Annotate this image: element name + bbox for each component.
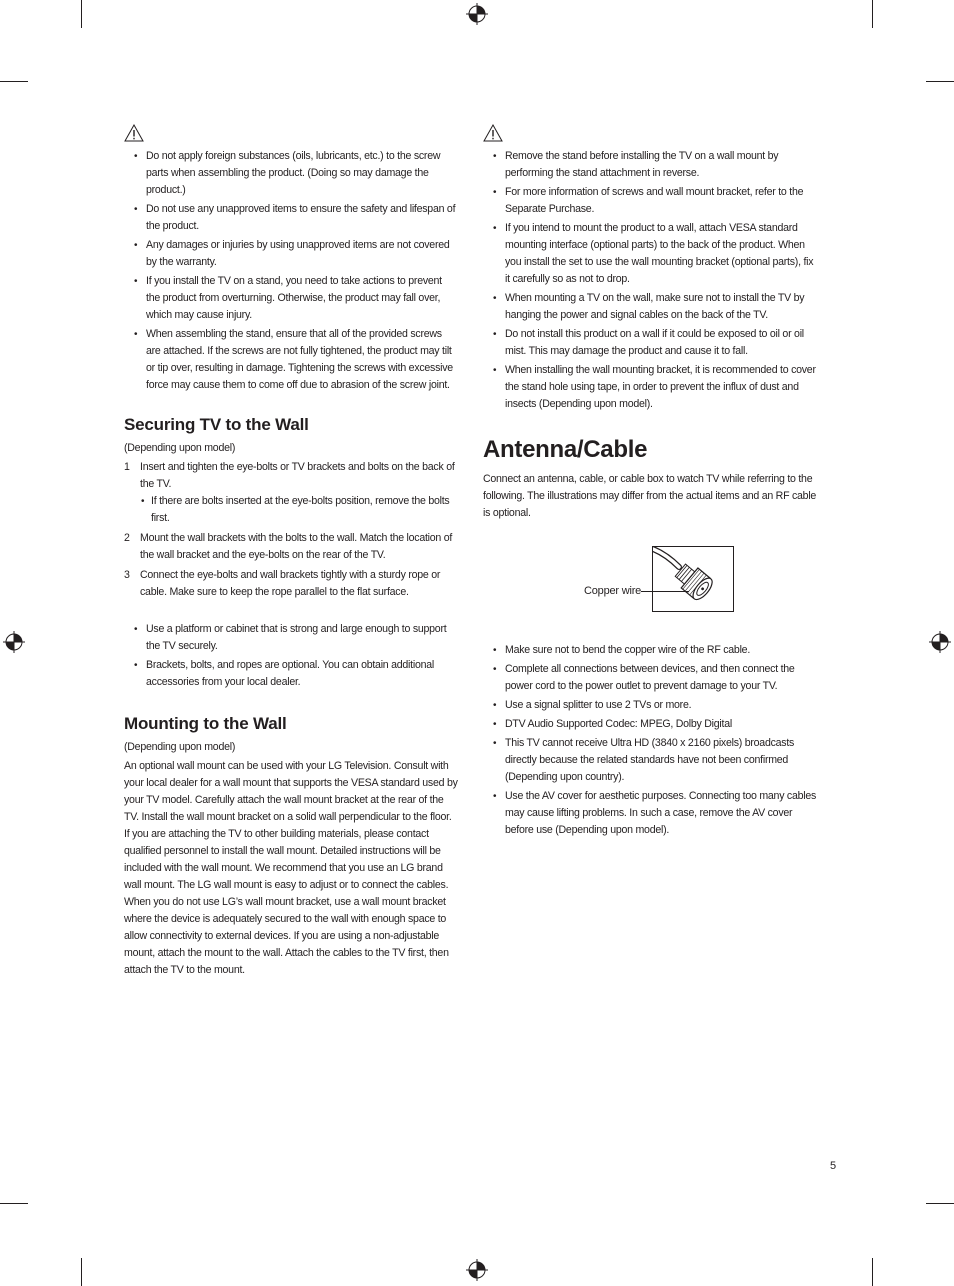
step-number: 2 [124,532,130,544]
step-sub-list [140,493,458,527]
rf-cable-figure [483,546,817,616]
page-number: 5 [830,1160,837,1172]
mounting-body: An optional wall mount can be used with your LG Television. Consult with your local dealer for a wall mount that supports the VESA standard used by your TV model. Carefully attach the wall mount bracket at the rear of the TV. Install the wall mount bracket on a solid wall perpendicular to the floor. If you are attaching the TV to other building materials, please contact qualified personnel to install the wall mount. Detailed instructions will be included with the wall mount. We recommend that you use an LG brand wall mount. The LG wall mount is easy to adjust or to connect the cables. When you do not use LG’s wall mount bracket, use a wall mount bracket where the device is adequately secured to the wall with enough space to allow connectivity to external devices. If you are using a non-adjustable mount, attach the mount to the wall. Attach the cables to the TV first, then attach the TV to the mount. [124,760,458,976]
crop-mark [81,0,82,28]
caution-item: • Do not use any unapproved items to ensure the safety and lifespan of the product. [146,201,458,235]
antenna-heading: Antenna/Cable [483,436,648,463]
caution-item: • If you intend to mount the product to a wall, attach VESA standard mounting interface (optional parts) to the back of the product. When you install the set to use the wall mounting bracket (optional parts), fix it carefully so as not to drop. [505,220,817,288]
note-item: • Complete all connections between devices, and then connect the power cord to the power outlet to prevent damage to your TV. [505,661,817,695]
step-item [124,530,458,564]
step-number: 3 [124,569,130,581]
step-text: Mount the wall brackets with the bolts to the wall. Match the location of the wall bracket and the eye-bolts on the rear of the TV. [140,532,453,561]
step-number: 1 [124,461,130,473]
right-column [483,124,817,841]
step-item [124,459,458,527]
note-item: • DTV Audio Supported Codec: MPEG, Dolby Digital [505,716,817,733]
crop-mark [872,0,873,28]
caution-item: • For more information of screws and wall mount bracket, refer to the Separate Purchase. [505,184,817,218]
crop-mark [926,81,954,82]
registration-mark-icon [466,1259,488,1281]
mounting-subtitle: (Depending upon model) [124,741,236,753]
caution-item: • Do not apply foreign substances (oils, lubricants, etc.) to the screw parts when assembling the product. (Doing so may damage the product.) [146,148,458,199]
caution-item: • When mounting a TV on the wall, make sure not to install the TV by hanging the power and signal cables on the back of the TV. [505,290,817,324]
crop-mark [872,1258,873,1286]
rf-connector-icon [653,547,733,611]
note-item: • Use a platform or cabinet that is strong and large enough to support the TV securely. [146,621,458,655]
antenna-intro: Connect an antenna, cable, or cable box to watch TV while referring to the following. The illustrations may differ from the actual items and an RF cable is optional. [483,473,817,519]
rf-connector-illustration [652,546,734,612]
note-item: • This TV cannot receive Ultra HD (3840 x 2160 pixels) broadcasts directly because the related standards have not been confirmed (Depending upon country). [505,735,817,786]
caution-item: • Any damages or injuries by using unapproved items are not covered by the warranty. [146,237,458,271]
securing-heading: Securing TV to the Wall [124,415,309,434]
left-column [124,124,458,979]
step-sub-item: • If there are bolts inserted at the eye-bolts position, remove the bolts first. [151,493,458,527]
crop-mark [0,1203,28,1204]
crop-mark [926,1203,954,1204]
step-item [124,567,458,601]
crop-mark [0,81,28,82]
copper-wire-label: Copper wire [584,585,642,597]
registration-mark-icon [466,3,488,25]
step-text: Connect the eye-bolts and wall brackets tightly with a sturdy rope or cable. Make sure to keep the rope parallel to the flat surface. [140,569,441,598]
registration-mark-icon [3,631,25,653]
warning-icon [124,124,144,142]
caution-list [483,148,817,413]
antenna-notes [483,642,817,839]
caution-item: • When assembling the stand, ensure that all of the provided screws are attached. If the screws are not fully tightened, the product may tilt or tip over, resulting in damage. Tightening the screws with excessive force may cause them to come off due to abrasion of the screw joint. [146,326,458,394]
warning-icon [483,124,503,142]
caution-item: • When installing the wall mounting bracket, it is recommended to cover the stand hole using tape, in order to prevent the influx of dust and insects (Depending upon model). [505,362,817,413]
note-item: • Brackets, bolts, and ropes are optional. You can obtain additional accessories from your local dealer. [146,657,458,691]
note-item: • Use a signal splitter to use 2 TVs or more. [505,697,817,714]
note-item: • Make sure not to bend the copper wire of the RF cable. [505,642,817,659]
crop-mark [81,1258,82,1286]
note-item: • Use the AV cover for aesthetic purposes. Connecting too many cables may cause lifting problems. In such a case, remove the AV cover before use (Depending upon model). [505,788,817,839]
securing-steps [124,459,458,601]
securing-notes [124,621,458,691]
caution-item: • Do not install this product on a wall if it could be exposed to oil or oil mist. This may damage the product and cause it to fall. [505,326,817,360]
mounting-heading: Mounting to the Wall [124,714,287,733]
registration-mark-icon [929,631,951,653]
securing-subtitle: (Depending upon model) [124,442,236,454]
step-text: Insert and tighten the eye-bolts or TV brackets and bolts on the back of the TV. [140,461,455,490]
caution-list [124,148,458,394]
copper-wire-pointer [641,591,689,592]
caution-item: • If you install the TV on a stand, you need to take actions to prevent the product from overturning. Otherwise, the product may fall over, which may cause injury. [146,273,458,324]
caution-item: • Remove the stand before installing the TV on a wall mount by performing the stand attachment in reverse. [505,148,817,182]
